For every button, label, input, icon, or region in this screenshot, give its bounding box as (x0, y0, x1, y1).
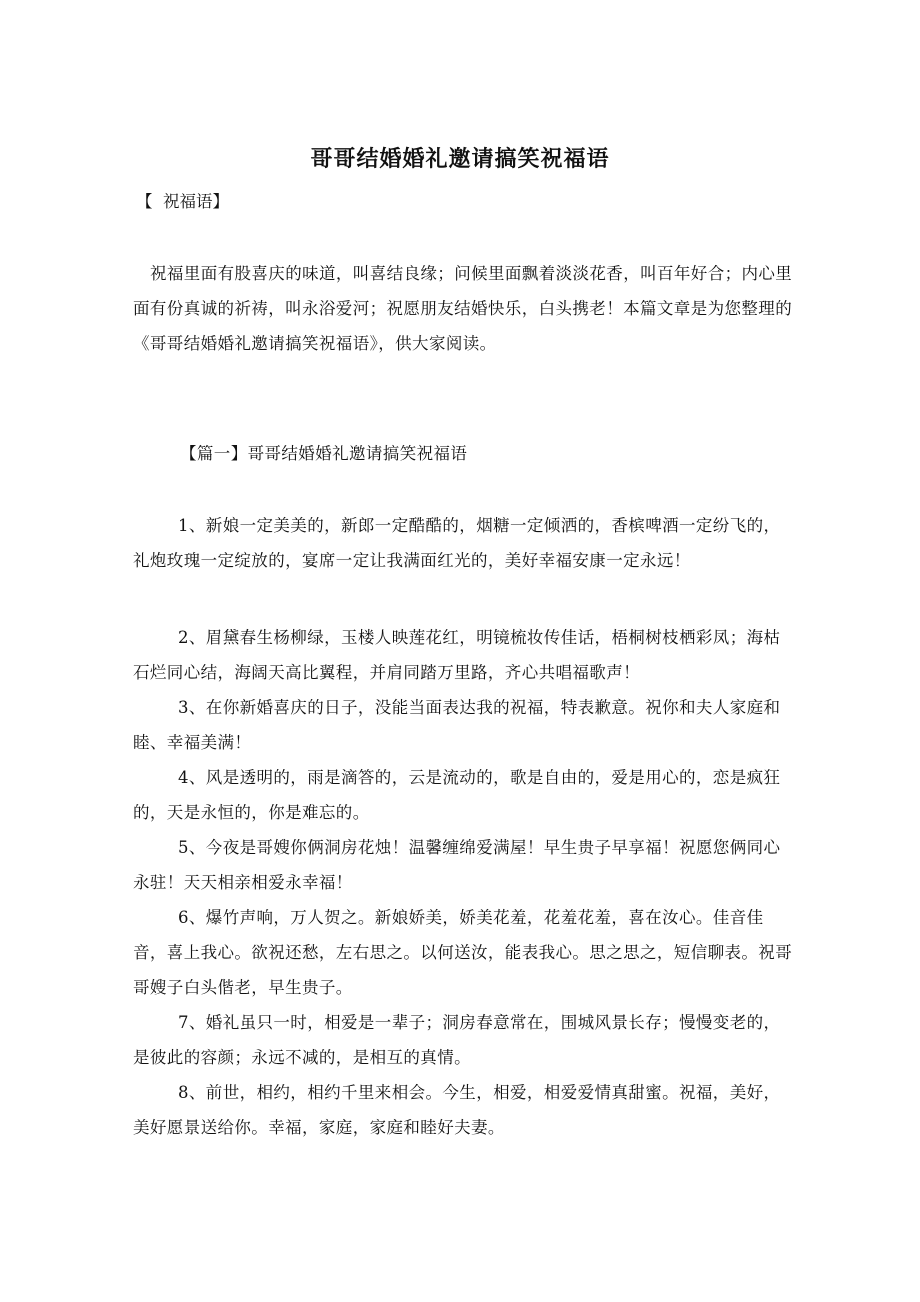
list-item: 8、前世，相约，相约千里来相会。今生，相爱，相爱爱情真甜蜜。祝福，美好，美好愿景送给你。幸福，家庭，家庭和睦好夫妻。 (133, 1083, 781, 1137)
list-item: 6、爆竹声响，万人贺之。新娘娇美，娇美花羞，花羞花羞，喜在汝心。佳音佳音，喜上我心。欲祝还愁，左右思之。以何送汝，能表我心。思之思之，短信聊表。祝哥哥嫂子白头偕老，早生贵子。 (133, 908, 793, 997)
list-item: 1、新娘一定美美的，新郎一定酷酷的，烟糖一定倾洒的，香槟啤酒一定纷飞的，礼炮玫瑰一定绽放的，宴席一定让我满面红光的，美好幸福安康一定永远！ (133, 516, 781, 570)
list-item: 4、风是透明的，雨是滴答的，云是流动的，歌是自由的，爱是用心的，恋是疯狂的，天是永恒的，你是难忘的。 (133, 768, 781, 822)
category-tag: 【 祝福语】 (136, 192, 229, 211)
wish-list-part-2 (133, 620, 795, 1145)
list-item: 3、在你新婚喜庆的日子，没能当面表达我的祝福，特表歉意。祝你和夫人家庭和睦、幸福美满！ (133, 698, 781, 752)
document-title: 哥哥结婚婚礼邀请搞笑祝福语 (310, 146, 610, 172)
intro-paragraph: 祝福里面有股喜庆的味道，叫喜结良缘；问候里面飘着淡淡花香，叫百年好合；内心里面有份真诚的祈祷，叫永浴爱河；祝愿朋友结婚快乐，白头携老！本篇文章是为您整理的《哥哥结婚婚礼邀请搞笑祝福语》，供大家阅读。 (133, 264, 793, 353)
section-heading: 【篇一】哥哥结婚婚礼邀请搞笑祝福语 (180, 444, 468, 463)
list-item: 7、婚礼虽只一时，相爱是一辈子；洞房春意常在，围城风景长存；慢慢变老的，是彼此的容颜；永远不减的，是相互的真情。 (133, 1013, 781, 1067)
wish-list-part-1 (133, 508, 795, 578)
list-item: 5、今夜是哥嫂你俩洞房花烛！温馨缠绵爱满屋！早生贵子早享福！祝愿您俩同心永驻！天天相亲相爱永幸福！ (133, 838, 781, 892)
list-item: 2、眉黛春生杨柳绿，玉楼人映莲花红，明镜梳妆传佳话，梧桐树枝栖彩凤；海枯石烂同心结，海阔天高比翼程，并肩同踏万里路，齐心共唱福歌声！ (133, 628, 781, 682)
